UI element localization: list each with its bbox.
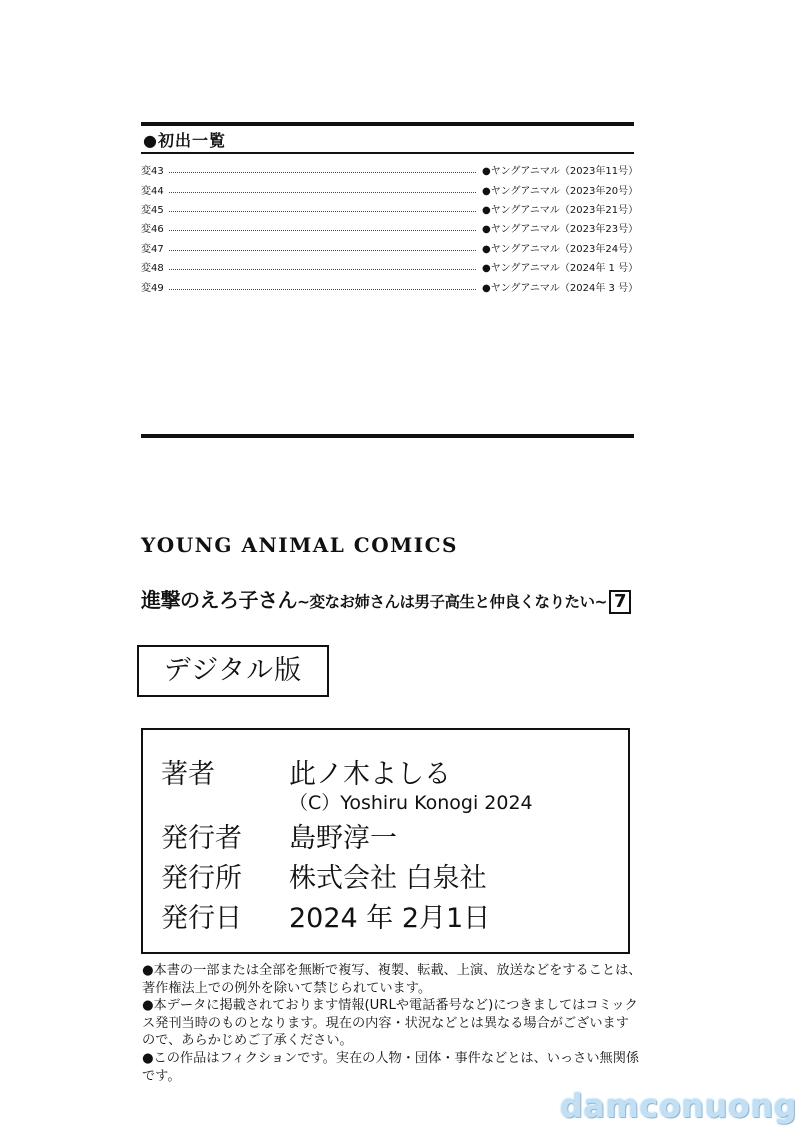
dot-leader — [169, 186, 476, 193]
dot-leader — [169, 263, 476, 270]
dot-leader — [169, 224, 476, 231]
watermark: damconuong — [560, 1087, 798, 1125]
note-data-info: ●本データに掲載されております情報(URLや電話番号など)につきましてはコミックス発刊当時のものとなります。現在の内容・状況などとは異なる場合がございますので、あらかじめご了承ください。 — [142, 998, 638, 1049]
toc-chapter: 変49 — [141, 282, 164, 294]
bottom-rule — [141, 434, 634, 438]
date-row — [161, 896, 490, 935]
toc-heading: ●初出一覧 — [143, 131, 226, 150]
publisher-person-row — [161, 816, 397, 855]
toc-source: ●ヤングアニマル（2023年24号） — [482, 243, 639, 255]
toc-chapter: 変47 — [141, 243, 164, 255]
toc-source: ●ヤングアニマル（2023年20号） — [482, 185, 639, 197]
toc-source: ●ヤングアニマル（2024年 3 号） — [482, 282, 639, 294]
first-appearance-list — [141, 160, 639, 296]
toc-source: ●ヤングアニマル（2024年 1 号） — [482, 263, 639, 275]
book-title-subtitle: ~変なお姉さんは男子高生と仲良くなりたい~ — [297, 593, 607, 611]
author-name: 此ノ木よしる — [289, 759, 451, 790]
dot-leader — [169, 283, 476, 290]
publisher-name: 株式会社 白泉社 — [289, 863, 487, 894]
toc-source: ●ヤングアニマル（2023年21号） — [482, 204, 639, 216]
note-copyright: ●本書の一部または全部を無断で複写、複製、転載、上演、放送などをすることは、著作権法上での例外を除いて禁じられています。 — [142, 963, 642, 996]
toc-row — [141, 276, 639, 295]
note-fiction: ●この作品はフィクションです。実在の人物・団体・事件などとは、いっさい無関係です。 — [142, 1050, 640, 1084]
colophon-box — [141, 728, 630, 954]
toc-heading-rule — [141, 152, 634, 154]
publisher-person-label: 発行者 — [161, 823, 242, 854]
dot-leader — [169, 244, 476, 251]
book-title-main: 進撃のえろ子さん — [141, 588, 297, 612]
toc-source: ●ヤングアニマル（2023年23号） — [482, 224, 639, 236]
legal-notes — [142, 962, 642, 1085]
series-label: YOUNG ANIMAL COMICS — [141, 533, 458, 557]
toc-row — [141, 238, 639, 257]
dot-leader — [169, 205, 476, 212]
volume-number: 7 — [609, 590, 631, 614]
toc-row — [141, 160, 639, 179]
toc-chapter: 変43 — [141, 166, 164, 178]
toc-source: ●ヤングアニマル（2023年11号） — [482, 166, 639, 178]
publisher-label: 発行所 — [161, 863, 242, 894]
toc-row — [141, 257, 639, 276]
toc-row — [141, 218, 639, 237]
publisher-person-name: 島野淳一 — [289, 823, 397, 854]
author-label: 著者 — [161, 759, 215, 790]
publication-date: 2024 年 2月1日 — [289, 903, 491, 934]
toc-row — [141, 199, 639, 218]
copyright-notice: （C）Yoshiru Konogi 2024 — [289, 792, 533, 814]
top-rule — [141, 122, 634, 126]
toc-chapter: 変46 — [141, 224, 164, 236]
toc-chapter: 変44 — [141, 185, 164, 197]
edition-badge: デジタル版 — [137, 645, 329, 697]
book-title — [141, 584, 631, 614]
dot-leader — [169, 166, 476, 173]
toc-row — [141, 179, 639, 198]
toc-chapter: 変48 — [141, 263, 164, 275]
date-label: 発行日 — [161, 903, 242, 934]
publisher-row — [161, 856, 487, 895]
author-row — [161, 752, 451, 791]
toc-chapter: 変45 — [141, 204, 164, 216]
